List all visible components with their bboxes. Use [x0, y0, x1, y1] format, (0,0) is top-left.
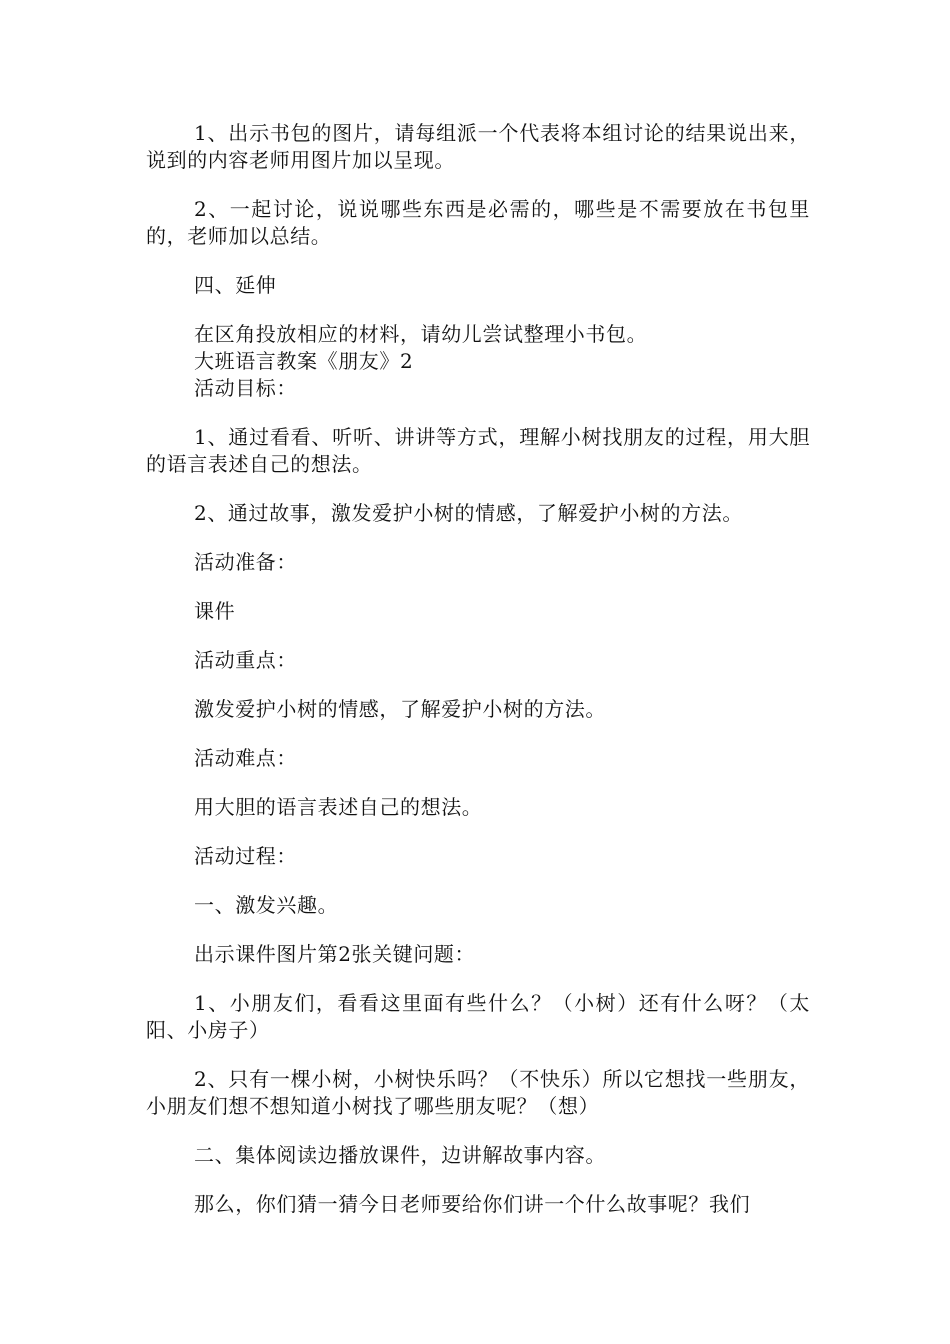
paragraph: 1、小朋友们，看看这里面有些什么？（小树）还有什么呀？（太阳、小房子）	[146, 991, 810, 1042]
paragraph: 2、一起讨论，说说哪些东西是必需的，哪些是不需要放在书包里的，老师加以总结。	[146, 197, 810, 248]
section-heading: 一、激发兴趣。	[194, 893, 339, 917]
section-heading: 活动准备：	[194, 550, 297, 574]
paragraph: 出示课件图片第2张关键问题：	[194, 942, 476, 966]
section-heading: 二、集体阅读边播放课件，边讲解故事内容。	[194, 1143, 606, 1167]
paragraph: 2、通过故事，激发爱护小树的情感，了解爱护小树的方法。	[194, 501, 743, 525]
paragraph: 1、出示书包的图片，请每组派一个代表将本组讨论的结果说出来，说到的内容老师用图片加以呈现。	[146, 121, 810, 172]
paragraph: 课件	[194, 599, 236, 623]
paragraph: 激发爱护小树的情感，了解爱护小树的方法。	[194, 697, 606, 721]
section-heading: 活动重点：	[194, 648, 297, 672]
section-heading: 活动过程：	[194, 844, 297, 868]
paragraph: 1、通过看看、听听、讲讲等方式，理解小树找朋友的过程，用大胆的语言表述自己的想法。	[146, 425, 810, 476]
paragraph: 那么，你们猜一猜今日老师要给你们讲一个什么故事呢？我们	[194, 1192, 751, 1216]
section-heading: 活动目标：	[194, 376, 297, 400]
paragraph: 用大胆的语言表述自己的想法。	[194, 795, 483, 819]
section-heading: 四、延伸	[194, 273, 277, 297]
lesson-title: 大班语言教案《朋友》2	[194, 349, 414, 373]
paragraph: 2、只有一棵小树，小树快乐吗？（不快乐）所以它想找一些朋友，小朋友们想不想知道小树找了哪些朋友呢？（想）	[146, 1067, 810, 1118]
document-page	[146, 120, 810, 1240]
paragraph: 在区角投放相应的材料，请幼儿尝试整理小书包。	[194, 322, 648, 346]
section-heading: 活动难点：	[194, 746, 297, 770]
